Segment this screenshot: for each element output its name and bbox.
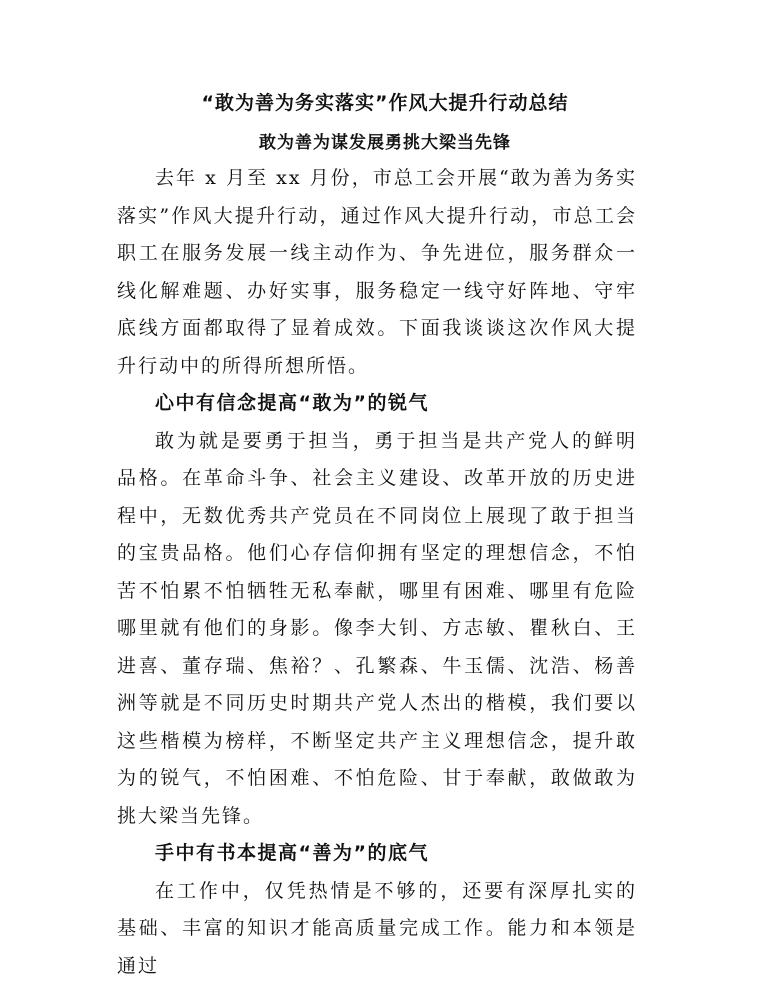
document-title: “敢为善为务实落实”作风大提升行动总结 bbox=[201, 92, 569, 114]
document-body bbox=[117, 160, 637, 985]
section-heading-1: 心中有信念提高“敢为”的锐气 bbox=[155, 392, 429, 414]
section-paragraph-1: 敢为就是要勇于担当，勇于担当是共产党人的鲜明品格。在革命斗争、社会主义建设、改革开放的历史进程中，无数优秀共产党员在不同岗位上展现了敢于担当的宝贵品格。他们心存信仰拥有坚定的理想信念，不怕苦不怕累不怕牺牲无私奉献，哪里有困难、哪里有危险哪里就有他们的身影。像李大钊、方志敏、瞿秋白、王进喜、董存瑞、焦裕？、孔繁森、牛玉儒、沈浩、杨善洲等就是不同历史时期共产党人杰出的楷模，我们要以这些楷模为榜样，不断坚定共产主义理想信念，提升敢为的锐气，不怕困难、不怕危险、甘于奉献，敢做敢为挑大梁当先锋。 bbox=[117, 429, 637, 827]
section-paragraph-2: 在工作中，仅凭热情是不够的，还要有深厚扎实的基础、丰富的知识才能高质量完成工作。能力和本领是通过 bbox=[117, 879, 637, 977]
intro-paragraph: 去年 x 月至 xx 月份，市总工会开展“敢为善为务实落实”作风大提升行动，通过作风大提升行动，市总工会职工在服务发展一线主动作为、争先进位，服务群众一线化解难题、办好实事，服务稳定一线守好阵地、守牢底线方面都取得了显着成效。下面我谈谈这次作风大提升行动中的所得所想所悟。 bbox=[117, 167, 637, 377]
section-heading-2: 手中有书本提高“善为”的底气 bbox=[155, 842, 429, 864]
document-subtitle: 敢为善为谋发展勇挑大梁当先锋 bbox=[259, 133, 511, 153]
